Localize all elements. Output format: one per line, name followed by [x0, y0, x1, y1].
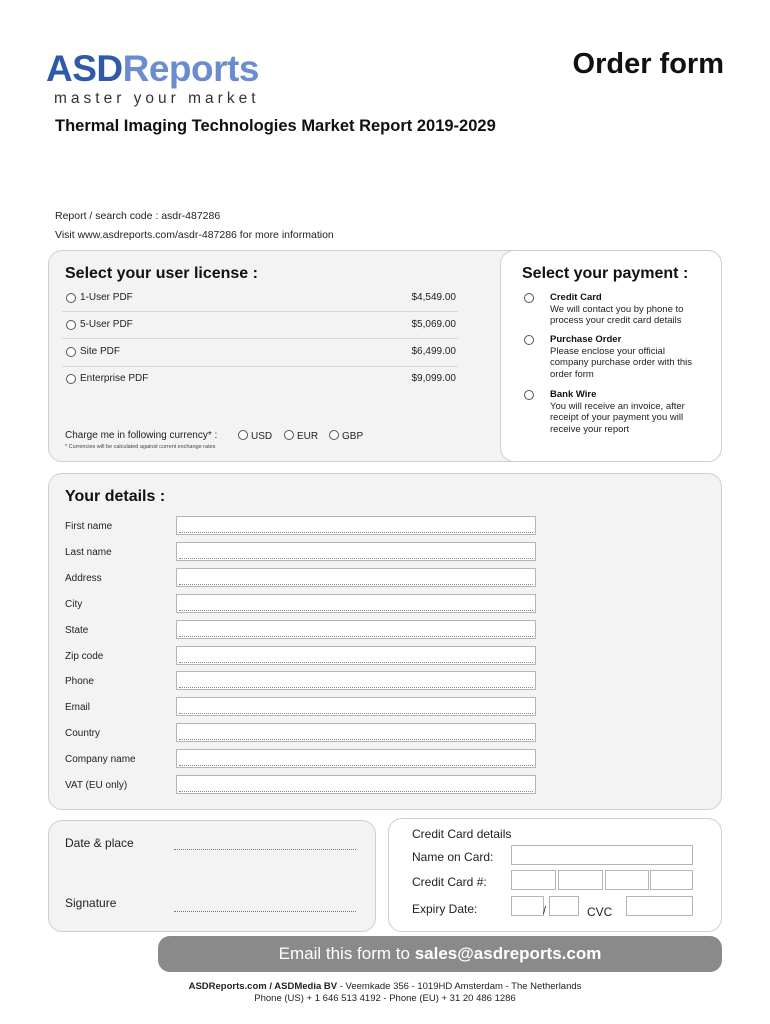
license-price: $9,099.00	[411, 373, 456, 384]
footer-street: - Veemkade 356 - 1019HD Amsterdam - The Netherlands	[337, 981, 582, 992]
name-on-card-label: Name on Card:	[412, 850, 494, 864]
footer-company: ASDReports.com / ASDMedia BV	[188, 981, 338, 992]
radio-button[interactable]	[66, 293, 76, 303]
visit-link[interactable]: Visit www.asdreports.com/asdr-487286 for more information	[55, 229, 334, 241]
field-label: Address	[65, 573, 102, 584]
license-option-site[interactable]	[66, 346, 456, 362]
phone-input[interactable]	[176, 671, 536, 690]
license-price: $4,549.00	[411, 292, 456, 303]
cvc-input[interactable]	[626, 896, 693, 916]
signature-label: Signature	[65, 896, 117, 910]
payment-name: Credit Card	[550, 292, 602, 303]
email-input[interactable]	[176, 697, 536, 716]
cvc-label: CVC	[587, 905, 613, 919]
currency-label: Charge me in following currency* :	[65, 430, 218, 441]
tagline: master your market	[54, 90, 260, 107]
company-name-input[interactable]	[176, 749, 536, 768]
details-title: Your details :	[65, 488, 166, 505]
card-number-block-3[interactable]	[605, 870, 649, 890]
payment-desc: Please enclose your official company purchase order with this order form	[550, 345, 693, 380]
license-title: Select your user license :	[65, 265, 258, 282]
first-name-input[interactable]	[176, 516, 536, 535]
license-option-5-user[interactable]	[66, 319, 456, 335]
expiry-date-label: Expiry Date:	[412, 902, 478, 916]
card-number-block-4[interactable]	[650, 870, 693, 890]
field-label: Company name	[65, 754, 136, 765]
divider	[62, 366, 458, 367]
license-price: $6,499.00	[411, 346, 456, 357]
order-form-title: Order form	[572, 48, 724, 80]
payment-name: Bank Wire	[550, 389, 597, 400]
license-price: $5,069.00	[411, 319, 456, 330]
payment-desc: We will contact you by phone to process your credit card details	[550, 303, 684, 326]
expiry-month-input[interactable]	[511, 896, 547, 917]
state-input[interactable]	[176, 620, 536, 639]
report-title: Thermal Imaging Technologies Market Report 2019-2029	[55, 117, 496, 135]
divider	[62, 338, 458, 339]
radio-button[interactable]	[524, 335, 534, 345]
radio-button[interactable]	[524, 390, 534, 400]
radio-button[interactable]	[284, 430, 294, 440]
currency-footnote: * Currencies will be calculated against current exchange rates	[65, 444, 216, 450]
email-form-bar[interactable]	[158, 936, 722, 972]
city-input[interactable]	[176, 594, 536, 613]
address-input[interactable]	[176, 568, 536, 587]
divider	[62, 311, 458, 312]
payment-name: Purchase Order	[550, 334, 622, 345]
email-address-link[interactable]: sales@asdreports.com	[414, 944, 602, 963]
signature-line[interactable]	[174, 911, 356, 912]
field-label: Last name	[65, 547, 112, 558]
currency-name: GBP	[342, 431, 364, 442]
vat-input[interactable]	[176, 775, 536, 794]
license-option-enterprise[interactable]	[66, 373, 456, 389]
radio-button[interactable]	[66, 347, 76, 357]
currency-name: USD	[251, 431, 273, 442]
field-label: Zip code	[65, 651, 104, 662]
date-place-label: Date & place	[65, 836, 134, 850]
expiry-slash: /	[543, 905, 547, 917]
currency-name: EUR	[297, 431, 319, 442]
card-number-block-1[interactable]	[511, 870, 556, 890]
currency-eur[interactable]	[284, 430, 318, 442]
footer-address	[0, 981, 770, 992]
last-name-input[interactable]	[176, 542, 536, 561]
field-label: VAT (EU only)	[65, 780, 128, 791]
field-label: City	[65, 599, 83, 610]
currency-usd[interactable]	[238, 430, 272, 442]
field-label: Country	[65, 728, 101, 739]
field-label: State	[65, 625, 89, 636]
card-number-label: Credit Card #:	[412, 875, 487, 889]
radio-button[interactable]	[238, 430, 248, 440]
radio-button[interactable]	[66, 374, 76, 384]
license-label: 1-User PDF	[80, 292, 133, 303]
logo-reports: Reports	[122, 48, 259, 89]
credit-card-title: Credit Card details	[412, 827, 512, 841]
zip-code-input[interactable]	[176, 646, 536, 665]
field-label: First name	[65, 521, 113, 532]
email-prefix: Email this form to	[278, 944, 415, 963]
license-label: 5-User PDF	[80, 319, 133, 330]
card-number-block-2[interactable]	[558, 870, 603, 890]
date-place-line[interactable]	[174, 849, 356, 850]
currency-gbp[interactable]	[329, 430, 363, 442]
logo-asd: ASD	[46, 48, 123, 89]
payment-desc: You will receive an invoice, after receipt of your payment you will receive your report	[550, 400, 685, 435]
expiry-year-input[interactable]	[549, 896, 579, 916]
license-label: Site PDF	[80, 346, 121, 357]
search-code: Report / search code : asdr-487286	[55, 210, 221, 222]
footer-phones: Phone (US) + 1 646 513 4192 - Phone (EU) + 31 20 486 1286	[254, 993, 516, 1004]
field-label: Email	[65, 702, 91, 713]
field-label: Phone	[65, 676, 94, 687]
payment-title: Select your payment :	[522, 265, 689, 282]
asdreports-logo	[46, 50, 259, 87]
radio-button[interactable]	[329, 430, 339, 440]
country-input[interactable]	[176, 723, 536, 742]
radio-button[interactable]	[524, 293, 534, 303]
name-on-card-input[interactable]	[511, 845, 693, 865]
license-option-1-user[interactable]	[66, 292, 456, 308]
license-label: Enterprise PDF	[80, 373, 149, 384]
radio-button[interactable]	[66, 320, 76, 330]
